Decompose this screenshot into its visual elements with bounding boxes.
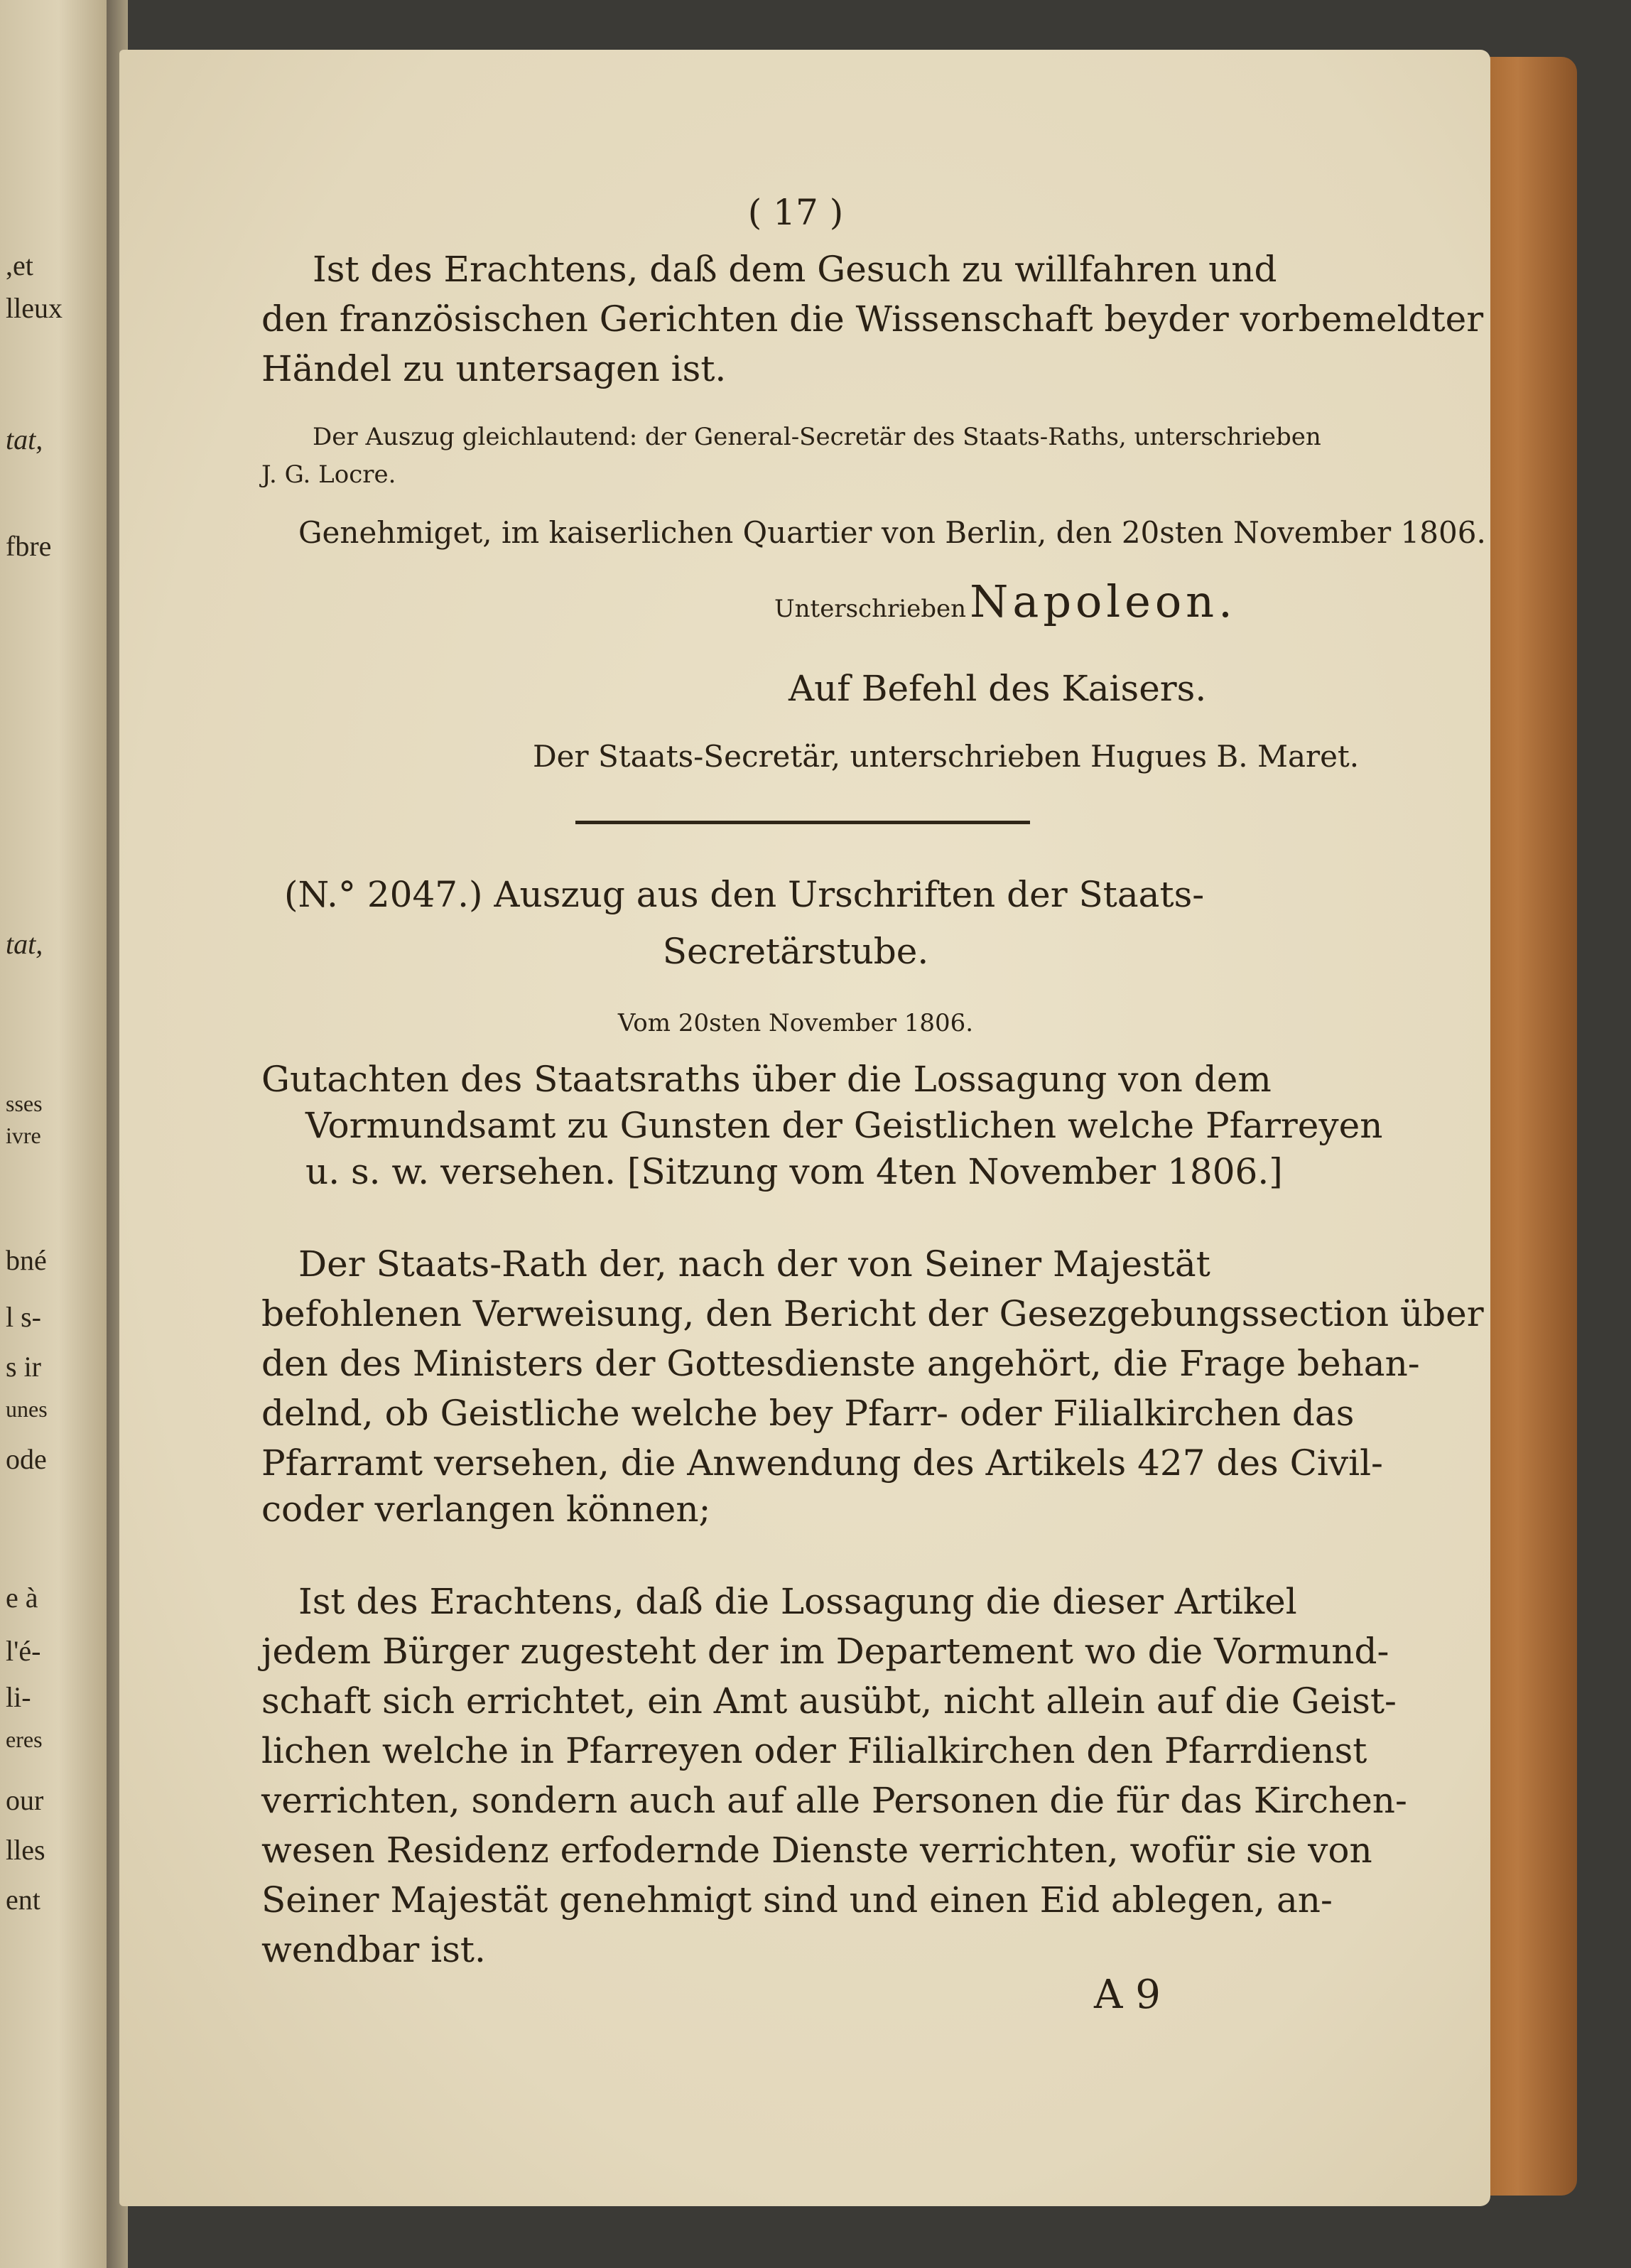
title-line: Vormundsamt zu Gunsten der Geistlichen welche Pfarreyen (305, 1105, 1383, 1146)
paragraph-line: jedem Bürger zugesteht der im Departement wo die Vormund- (261, 1631, 1389, 1672)
opinion-line: den französischen Gerichten die Wissenschaft beyder vorbemeldter (261, 298, 1484, 340)
paragraph-line: Seiner Majestät genehmigt sind und einen Eid ablegen, an- (261, 1879, 1333, 1921)
signature-name: Napoleon. (970, 576, 1237, 627)
extract-note-line: J. G. Locre. (261, 460, 396, 489)
secretary-line: Der Staats-Secretär, unterschrieben Hugues B. Maret. (533, 739, 1360, 774)
left-fragment: ode (6, 1443, 47, 1475)
document-heading: (N.° 2047.) Auszug aus den Urschriften der Staats- (284, 874, 1205, 915)
paragraph-line: den des Ministers der Gottesdienste angehört, die Frage behan- (261, 1343, 1420, 1384)
opinion-line: Ist des Erachtens, daß dem Gesuch zu willfahren und (313, 249, 1277, 290)
signature-prefix: Unterschrieben (774, 595, 967, 623)
approval-line: Genehmiget, im kaiserlichen Quartier von Berlin, den 20sten November 1806. (298, 515, 1486, 550)
paragraph-line: wendbar ist. (261, 1929, 486, 1970)
left-fragment: l'é- (6, 1635, 41, 1667)
paragraph-line: Der Staats-Rath der, nach der von Seiner Majestät (298, 1243, 1210, 1285)
section-divider (575, 821, 1030, 824)
page-block-edge (1478, 57, 1577, 2196)
left-fragment: tat, (6, 423, 43, 455)
paragraph-line: lichen welche in Pfarreyen oder Filialkirchen den Pfarrdienst (261, 1730, 1367, 1771)
paragraph-line: coder verlangen können; (261, 1489, 711, 1530)
title-line: Gutachten des Staatsraths über die Lossagung von dem (261, 1059, 1272, 1100)
left-fragment: sses (6, 1091, 43, 1116)
paragraph-line: delnd, ob Geistliche welche bey Pfarr- oder Filialkirchen das (261, 1393, 1355, 1434)
left-fragment: tat, (6, 928, 43, 960)
left-fragment: bné (6, 1244, 47, 1276)
left-fragment: fbre (6, 530, 52, 562)
document-heading: Secretärstube. (662, 931, 929, 972)
title-line: u. s. w. versehen. [Sitzung vom 4ten November 1806.] (305, 1151, 1283, 1192)
page-number: ( 17 ) (747, 192, 844, 233)
paragraph-line: wesen Residenz erfodernde Dienste verrichten, wofür sie von (261, 1830, 1372, 1871)
left-fragment: ivre (6, 1123, 41, 1148)
left-facing-page (0, 0, 107, 2268)
signature (774, 576, 1237, 627)
left-fragment: lles (6, 1834, 45, 1866)
paragraph-line: schaft sich errichtet, ein Amt ausübt, nicht allein auf die Geist- (261, 1680, 1397, 1722)
paragraph-line: Ist des Erachtens, daß die Lossagung die dieser Artikel (298, 1581, 1297, 1622)
paragraph-line: befohlenen Verweisung, den Bericht der Gesezgebungssection über (261, 1293, 1484, 1334)
by-order-line: Auf Befehl des Kaisers. (789, 668, 1207, 709)
left-fragment: ,et (6, 249, 33, 281)
left-fragment: e à (6, 1582, 38, 1614)
extract-note-line: Der Auszug gleichlautend: der General-Secretär des Staats-Raths, unterschrieben (313, 423, 1321, 451)
left-fragment: l s- (6, 1301, 41, 1333)
left-fragment: ent (6, 1884, 40, 1916)
opinion-line: Händel zu untersagen ist. (261, 348, 727, 389)
paragraph-line: verrichten, sondern auch auf alle Personen die für das Kirchen- (261, 1780, 1407, 1821)
left-fragment: eres (6, 1727, 43, 1752)
left-fragment: li- (6, 1681, 31, 1713)
left-fragment: our (6, 1784, 44, 1816)
document-date: Vom 20sten November 1806. (617, 1009, 974, 1037)
signature-mark: A 9 (1094, 1972, 1161, 2018)
left-fragment: s ir (6, 1351, 41, 1383)
left-fragment: lleux (6, 292, 63, 324)
left-fragment: unes (6, 1396, 48, 1422)
paragraph-line: Pfarramt versehen, die Anwendung des Artikels 427 des Civil- (261, 1442, 1383, 1484)
